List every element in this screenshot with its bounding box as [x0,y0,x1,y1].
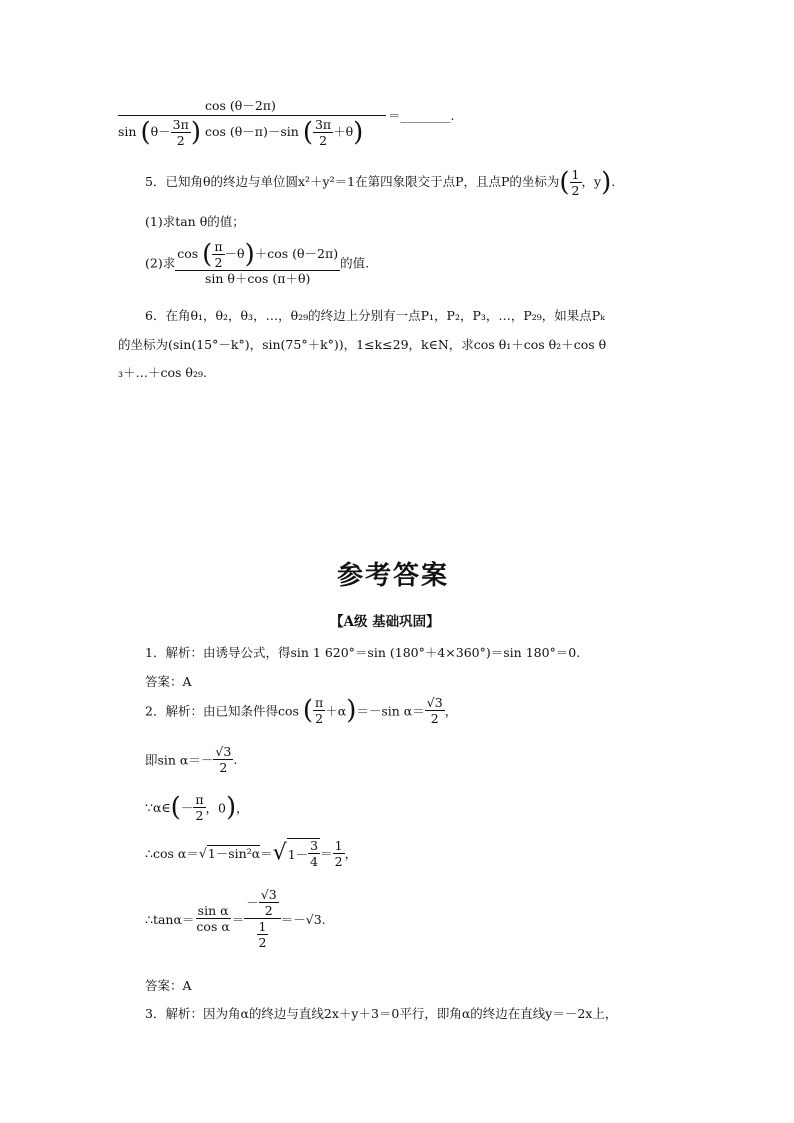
a2-end: ， [444,703,458,719]
a2-l4-frac [308,839,320,868]
a2-l2-end: . [233,752,238,768]
numerator-text: cos (θ－2π) [205,98,276,113]
a2-l2-frac [213,745,233,774]
paren-open: ( [559,167,570,198]
a2-plus: ＋α [325,703,347,719]
den-b-frac [313,118,333,147]
p2-num-b: －θ [224,246,245,262]
answers-title-text: 参考答案 [337,561,450,591]
a2-l4-eq: ＝ [260,846,273,862]
q5-part1-text: (1)求tan θ的值； [145,214,245,229]
answers-title [337,555,449,592]
a2-mid: ＝－sin α＝ [356,703,425,719]
a2-l2-prefix: 即sin α＝－ [145,752,214,768]
q6-line2-text: 的坐标为(sin(15°－k°)，sin(75°＋k°))，1≤k≤29，k∈N，求cos θ₁＋cos θ₂＋cos θ [118,337,607,352]
top-fraction-numerator [205,96,276,114]
a2-prefix: 2．解析：由已知条件得cos [145,703,299,719]
a2-l5-frac [194,904,231,933]
a2-l4-prefix: ∴cos α＝ [145,846,199,862]
answer-3-text: 3．解析：因为角α的终边与直线2x＋y＋3＝0平行，即角α的终边在直线y＝－2x上， [145,1006,618,1021]
den-sin: sin [118,124,137,140]
paren-open: ( [170,792,181,823]
a2-l5-inner-den-frac [257,920,269,949]
a2-l5-end: ＝－√3. [280,911,326,927]
a2-l3-pi: π [195,792,204,807]
a2-l4-four: 4 [310,854,319,870]
answer-1-text: 1．解析：由诱导公式，得sin 1 620°＝sin (180°＋4×360°)＝sin 180°＝0. [145,645,581,660]
den-a-frac [171,118,191,147]
answer-2-choice-text: 答案：A [145,978,192,993]
q5-coord-suffix: ，y [581,174,602,190]
paren-open: ( [202,239,213,270]
q5-part2 [145,240,369,285]
q6-line3-text: ₃＋…＋cos θ₂₉. [118,365,207,380]
paren-close: ) [190,117,201,148]
paren-close: ) [244,239,255,270]
answer-2-line2 [145,745,237,774]
a2-pi-frac [313,696,325,725]
a2-l5-bignum-two: 2 [264,903,273,919]
answer-2-line1 [145,696,457,725]
q5-part2-suffix: 的值. [340,255,370,271]
a2-l3-two: 2 [195,808,204,824]
paren-open: ( [302,695,314,726]
a2-l5-bignum-neg: － [246,895,259,911]
a2-l5-bigfrac [244,888,280,950]
den-b-suffix: ＋θ [333,124,354,140]
q5-end: . [611,174,616,190]
den-a-frac-den: 2 [176,133,185,149]
a2-l4-sqrt2 [287,838,320,868]
answer-3 [145,1004,617,1022]
q5-part2-prefix: (2)求 [145,255,176,271]
den-b-frac-den: 2 [319,133,328,149]
a2-l4-sqrt1: 1－sin²α [207,846,261,862]
a2-sqrt-den: 2 [430,711,439,727]
answer-2-line5 [145,888,326,950]
a2-l3-tail: ，0 [205,800,226,816]
q5-part1 [145,212,245,230]
p2-pi-frac [212,240,224,269]
a2-l4-eq2: ＝ [320,846,333,862]
q6-line3 [118,363,207,381]
a2-l4-one: 1－ [287,846,309,862]
a2-l5-bigden-one: 1 [258,919,267,935]
q5-part2-frac [175,240,340,285]
q6-line1-text: 6．在角θ₁，θ₂，θ₃，…，θ₂₉的终边上分别有一点P₁，P₂，P₃，…，P₂₉，如果点Pₖ [145,308,605,323]
paren-close: ) [226,792,237,823]
a2-l4-three: 3 [310,838,319,853]
a2-l5-num: sin α [197,903,229,919]
paren-close: ) [346,695,357,726]
sqrt-sign-large: √ [272,840,287,866]
a2-l2-num: √3 [215,744,232,759]
p2-num-a: cos [177,246,199,262]
a2-two: 2 [315,711,324,727]
answer-2-line3 [145,793,249,822]
top-fraction-bar [118,115,386,116]
section-heading-text: 【A级 基础巩固】 [330,614,440,630]
q5-text: 5．已知角θ的终边与单位圆x²＋y²＝1在第四象限交于点P，且点P的坐标为 [145,174,560,190]
q5-coord-num: 1 [571,167,580,182]
a2-l4-half [333,839,345,868]
a2-l3-prefix: ∵α∈ [145,800,171,816]
a2-l3-frac [193,793,205,822]
a2-l4-half-num: 1 [334,837,343,853]
answer-2-line4 [145,838,357,868]
a2-sqrt-num: √3 [426,695,443,710]
a2-l5-bigden-two: 2 [258,935,267,951]
answer-blank: ＝________. [388,108,455,123]
q6-line2 [118,335,606,353]
paren-close: ) [601,167,612,198]
den-b-frac-num: 3π [314,117,332,132]
a2-l4-end: ， [344,846,358,862]
q5-part2-num [175,240,340,271]
paren-open: ( [140,117,151,148]
a2-l3-end: ， [236,800,249,816]
answer-1-choice-text: 答案：A [145,674,192,689]
a2-sqrt-frac [425,696,445,725]
p2-two: 2 [214,255,223,271]
answer-1 [145,643,580,661]
paren-open-2: ( [302,117,313,148]
top-fraction-denominator [118,118,363,147]
sqrt-sign: √ [198,845,207,861]
a2-l5-eq: ＝ [231,911,245,927]
a2-l5-den: cos α [196,919,230,935]
den-mid: cos (θ－π)－sin [204,124,299,140]
q5-coord-frac [570,168,582,197]
a2-l5-prefix: ∴tanα＝ [145,911,195,927]
a2-l2-den: 2 [219,760,228,776]
q5-part2-den: sin θ＋cos (π＋θ) [204,271,311,287]
answer-2-choice [145,976,192,994]
section-heading [330,610,440,630]
q5-line [145,168,615,197]
p2-pi: π [214,239,223,254]
p2-num-c: ＋cos (θ－2π) [254,246,339,262]
a2-l4-half-den: 2 [334,853,343,869]
a2-pi: π [315,695,324,710]
a2-l5-bigden [255,919,271,949]
answer-1-choice [145,672,192,690]
q6-line1 [145,306,605,324]
a2-l5-bignum [244,888,280,919]
a2-l5-inner-frac [259,888,279,917]
a2-l3-neg: － [180,800,194,816]
a2-l5-bignum-sqrt: √3 [260,887,277,902]
top-fraction-tail [388,106,454,124]
den-a-prefix: θ－ [150,124,171,140]
q5-coord-den: 2 [571,183,580,199]
paren-close-2: ) [353,117,364,148]
den-a-frac-num: 3π [172,117,189,132]
